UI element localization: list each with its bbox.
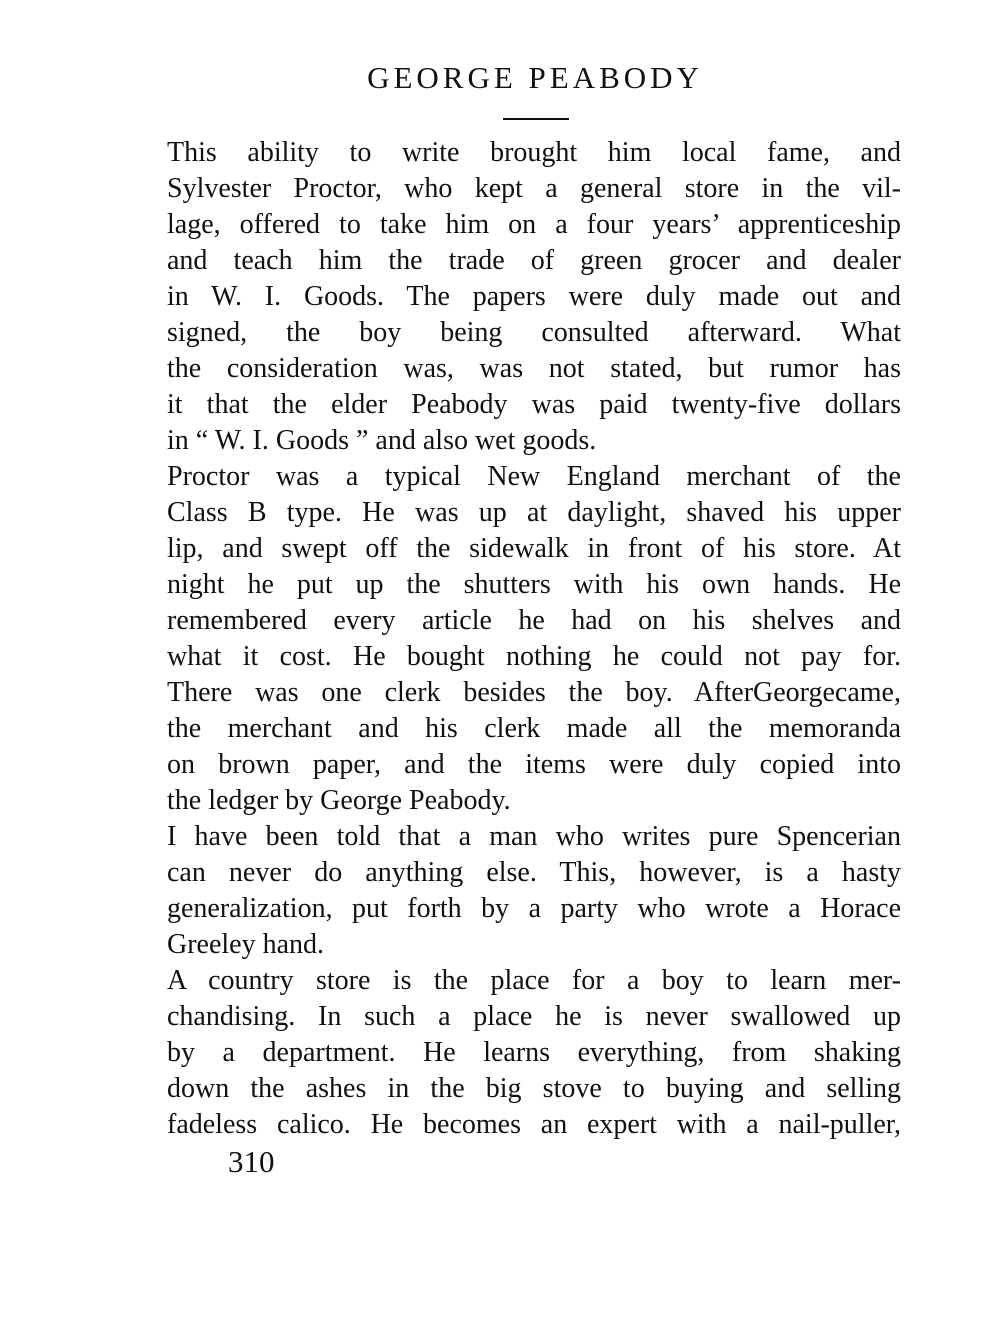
text-line: chandising. In such a place he is never swallowed up xyxy=(167,1001,901,1032)
text-line: it that the elder Peabody was paid twenty-five dollars xyxy=(167,389,901,420)
text-line: A country store is the place for a boy to learn mer- xyxy=(167,965,901,996)
paragraph xyxy=(167,459,901,819)
text-line: the consideration was, was not stated, but rumor has xyxy=(167,353,901,384)
page-number: 310 xyxy=(228,1144,275,1179)
text-line: fadeless calico. He becomes an expert with a nail-puller, xyxy=(167,1109,901,1140)
text-line: down the ashes in the big stove to buying and selling xyxy=(167,1073,901,1104)
body-text xyxy=(167,135,901,1143)
text-line: can never do anything else. This, however, is a hasty xyxy=(167,857,901,888)
head-rule xyxy=(503,118,569,120)
text-line: remembered every article he had on his shelves and xyxy=(167,605,901,636)
text-line: signed, the boy being consulted afterward. What xyxy=(167,317,901,348)
text-line: night he put up the shutters with his own hands. He xyxy=(167,569,901,600)
text-line: in W. I. Goods. The papers were duly made out and xyxy=(167,281,901,312)
text-line: This ability to write brought him local fame, and xyxy=(167,137,901,168)
text-line: in “ W. I. Goods ” and also wet goods. xyxy=(167,425,597,456)
text-line: Class B type. He was up at daylight, shaved his upper xyxy=(167,497,901,528)
paragraph xyxy=(167,135,901,459)
text-line: Greeley hand. xyxy=(167,929,325,960)
text-line: Sylvester Proctor, who kept a general store in the vil- xyxy=(167,173,901,204)
text-line: the ledger by George Peabody. xyxy=(167,785,511,816)
text-line: on brown paper, and the items were duly copied into xyxy=(167,749,901,780)
text-line: and teach him the trade of green grocer and dealer xyxy=(167,245,901,276)
paragraph xyxy=(167,963,901,1143)
running-head: GEORGE PEABODY xyxy=(367,60,703,95)
text-line: Proctor was a typical New England merchant of the xyxy=(167,461,901,492)
text-line: lage, offered to take him on a four years’ apprenticeship xyxy=(167,209,901,240)
text-line: what it cost. He bought nothing he could not pay for. xyxy=(167,641,901,672)
text-line: There was one clerk besides the boy. AfterGeorgecame, xyxy=(167,677,901,708)
text-line: I have been told that a man who writes pure Spencerian xyxy=(167,821,901,852)
text-line: lip, and swept off the sidewalk in front of his store. At xyxy=(167,533,901,564)
text-line: by a department. He learns everything, from shaking xyxy=(167,1037,901,1068)
text-line: the merchant and his clerk made all the memoranda xyxy=(167,713,901,744)
text-line: generalization, put forth by a party who wrote a Horace xyxy=(167,893,901,924)
paragraph xyxy=(167,819,901,963)
